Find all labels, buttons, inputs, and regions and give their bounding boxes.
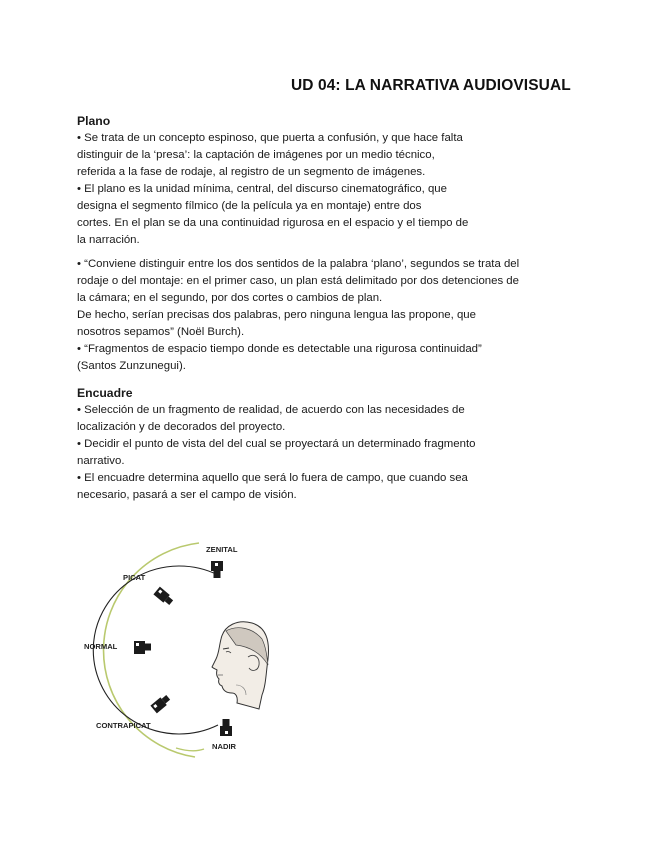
camera-contrapicat-icon [150,693,171,713]
text-line: (Santos Zunzunegui). [77,360,186,372]
text-line: cortes. En el plan se da una continuidad rigurosa en el espacio y el tiempo de [77,217,469,229]
text-line: • El plano es la unidad mínima, central, del discurso cinematográfico, que [77,183,447,195]
text-line: • Se trata de un concepto espinoso, que puerta a confusión, y que hace falta [77,132,463,144]
document-title: UD 04: LA NARRATIVA AUDIOVISUAL [291,77,571,94]
text-line: • Decidir el punto de vista del del cual se proyectará un determinado fragmento [77,438,476,450]
camera-normal-icon [134,641,151,654]
text-line: • El encuadre determina aquello que será lo fuera de campo, que cuando sea [77,472,468,484]
section-heading-plano: Plano [77,114,111,128]
section-plano [77,113,582,375]
text-line: narrativo. [77,455,125,467]
label-normal: NORMAL [84,642,118,651]
paragraph-plano-2 [77,256,582,375]
paragraph-encuadre-1 [77,402,582,504]
label-nadir: NADIR [212,742,237,751]
camera-zenital-icon [211,561,223,578]
label-picat: PICAT [123,573,146,582]
text-line: nosotros sepamos” (Noël Burch). [77,326,245,338]
text-line: designa el segmento fílmico (de la película ya en montaje) entre dos [77,200,422,212]
text-line: De hecho, serían precisas dos palabras, pero ninguna lengua las propone, que [77,309,476,321]
camera-angle-svg [76,535,296,767]
camera-picat-icon [153,587,174,607]
label-contrapicat: CONTRAPICAT [96,721,151,730]
paragraph-plano-1 [77,130,582,249]
text-line: • Selección de un fragmento de realidad, de acuerdo con las necesidades de [77,404,465,416]
accent-arc [176,748,204,751]
text-line: • “Fragmentos de espacio tiempo donde es detectable una rigurosa continuidad” [77,343,482,355]
section-heading-encuadre: Encuadre [77,386,133,400]
text-line: • “Conviene distinguir entre los dos sentidos de la palabra ‘plano’, segundos se trata del [77,258,520,270]
text-line: rodaje o del montaje: en el primer caso, un plan está delimitado por dos detenciones de [77,275,519,287]
text-line: distinguir de la ‘presa’: la captación de imágenes por un medio técnico, [77,149,435,161]
camera-nadir-icon [220,719,232,736]
text-line: la cámara; en el segundo, por dos cortes o cambios de plan. [77,292,383,304]
head-profile-illustration [212,622,268,709]
text-line: la narración. [77,234,140,246]
section-encuadre [77,385,582,504]
text-line: referida a la fase de rodaje, al registro de un segmento de imágenes. [77,166,426,178]
text-line: necesario, pasará a ser el campo de visión. [77,489,297,501]
label-zenital: ZENITAL [206,545,238,554]
camera-angle-diagram [76,535,296,767]
text-line: localización y de decorados del proyecto. [77,421,286,433]
document-body [77,113,582,504]
